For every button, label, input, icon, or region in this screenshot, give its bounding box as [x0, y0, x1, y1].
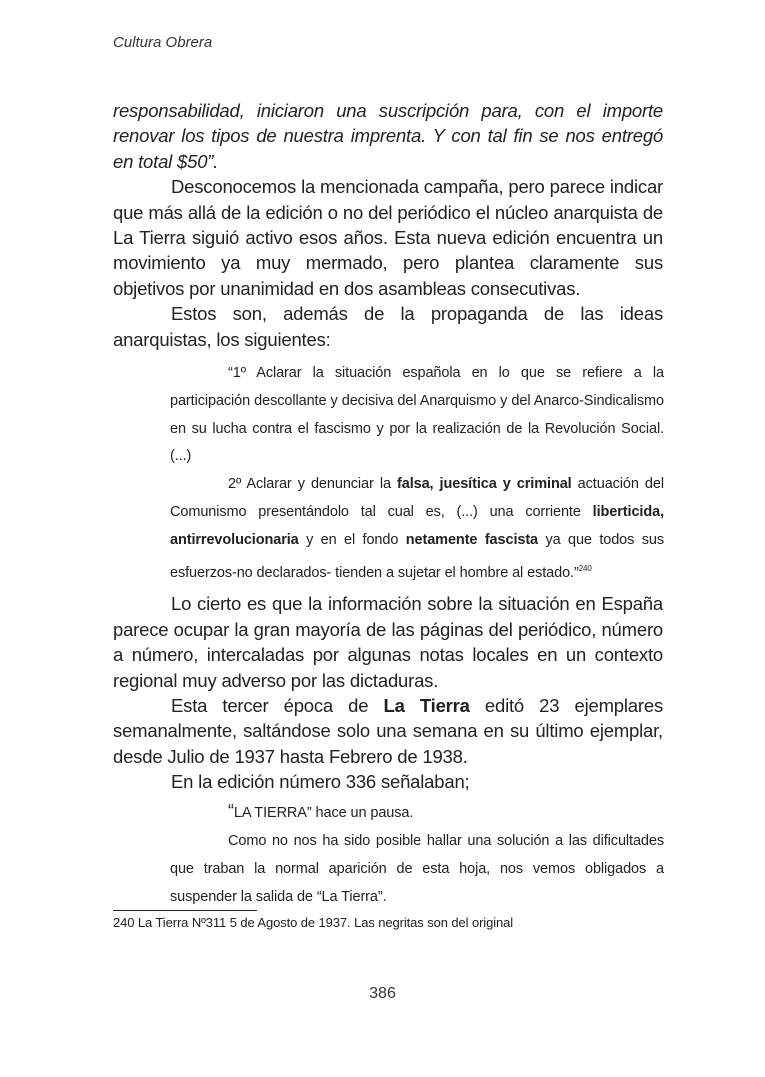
footnote-reference: 240 — [578, 563, 592, 573]
bold-phrase: netamente fascista — [405, 531, 539, 548]
running-header: Cultura Obrera — [113, 34, 213, 51]
bold-phrase: liberticida, antirrevolucionaria — [170, 504, 664, 548]
page-number: 386 — [369, 985, 396, 1002]
block-quote-pause — [170, 797, 664, 911]
footnote-240: 240 La Tierra Nº311 5 de Agosto de 1937. Las negritas son del original — [113, 915, 514, 930]
paragraph-third-epoch: Esta tercer época de La Tierra editó 23 ejemplares semanalmente, saltándose solo una semana en su último ejemplar, desde Julio de 1937 hasta Febrero de 1938. — [113, 695, 663, 767]
paragraph-campaign: Desconocemos la mencionada campaña, pero parece indicar que más allá de la edición o no del periódico el núcleo anarquista de La Tierra siguió activo esos años. Esta nueva edición encuentra un movimiento ya muy mermado, pero plantea claramente sus objetivos por unanimidad en dos asambleas consecutivas. — [113, 176, 663, 299]
quote-pause-text: Como no nos ha sido posible hallar una solución a las dificultades que traban la normal aparición de esta hoja, nos vemos obligados a suspender la salida de “La Tierra”. — [170, 832, 664, 905]
quote-item-2: 2º Aclarar y denunciar la falsa, juesítica y criminal actuación del Comunismo presentándolo tal cual es, (...) una corriente liberticida, antirrevolucionaria y en el fondo netamente fascista ya que todos sus esfuerzos-no declarados- tienden a sujetar el hombre al estado.”$^{240}$ — [170, 476, 664, 581]
footnote-divider — [113, 910, 257, 911]
quote-pause-heading: “LA TIERRA” hace un pausa. — [228, 800, 414, 821]
quote-item-1: “1º Aclarar la situación española en lo que se refiere a la participación descollante y decisiva del Anarquismo y del Anarco-Sindicalismo en su lucha contra el fascismo y por la realización de la Revolución Social. (...) — [170, 365, 664, 465]
bold-phrase: falsa, juesítica y criminal — [397, 476, 572, 493]
page-body — [113, 98, 663, 911]
paragraph-edition-336: En la edición número 336 señalaban; — [171, 771, 470, 793]
block-quote-objectives — [170, 360, 664, 587]
paragraph-objectives-intro: Estos son, además de la propaganda de las ideas anarquistas, los siguientes: — [113, 303, 663, 350]
bold-title: La Tierra — [383, 695, 470, 717]
paragraph-information: Lo cierto es que la información sobre la situación en España parece ocupar la gran mayoría de las páginas del periódico, número a número, intercaladas por algunas notas locales en un contexto regional muy adverso por las dictaduras. — [113, 593, 663, 691]
paragraph-quote-end: responsabilidad, iniciaron una suscripción para, con el importe renovar los tipos de nuestra imprenta. Y con tal fin se nos entregó en total $50”. — [113, 100, 663, 172]
